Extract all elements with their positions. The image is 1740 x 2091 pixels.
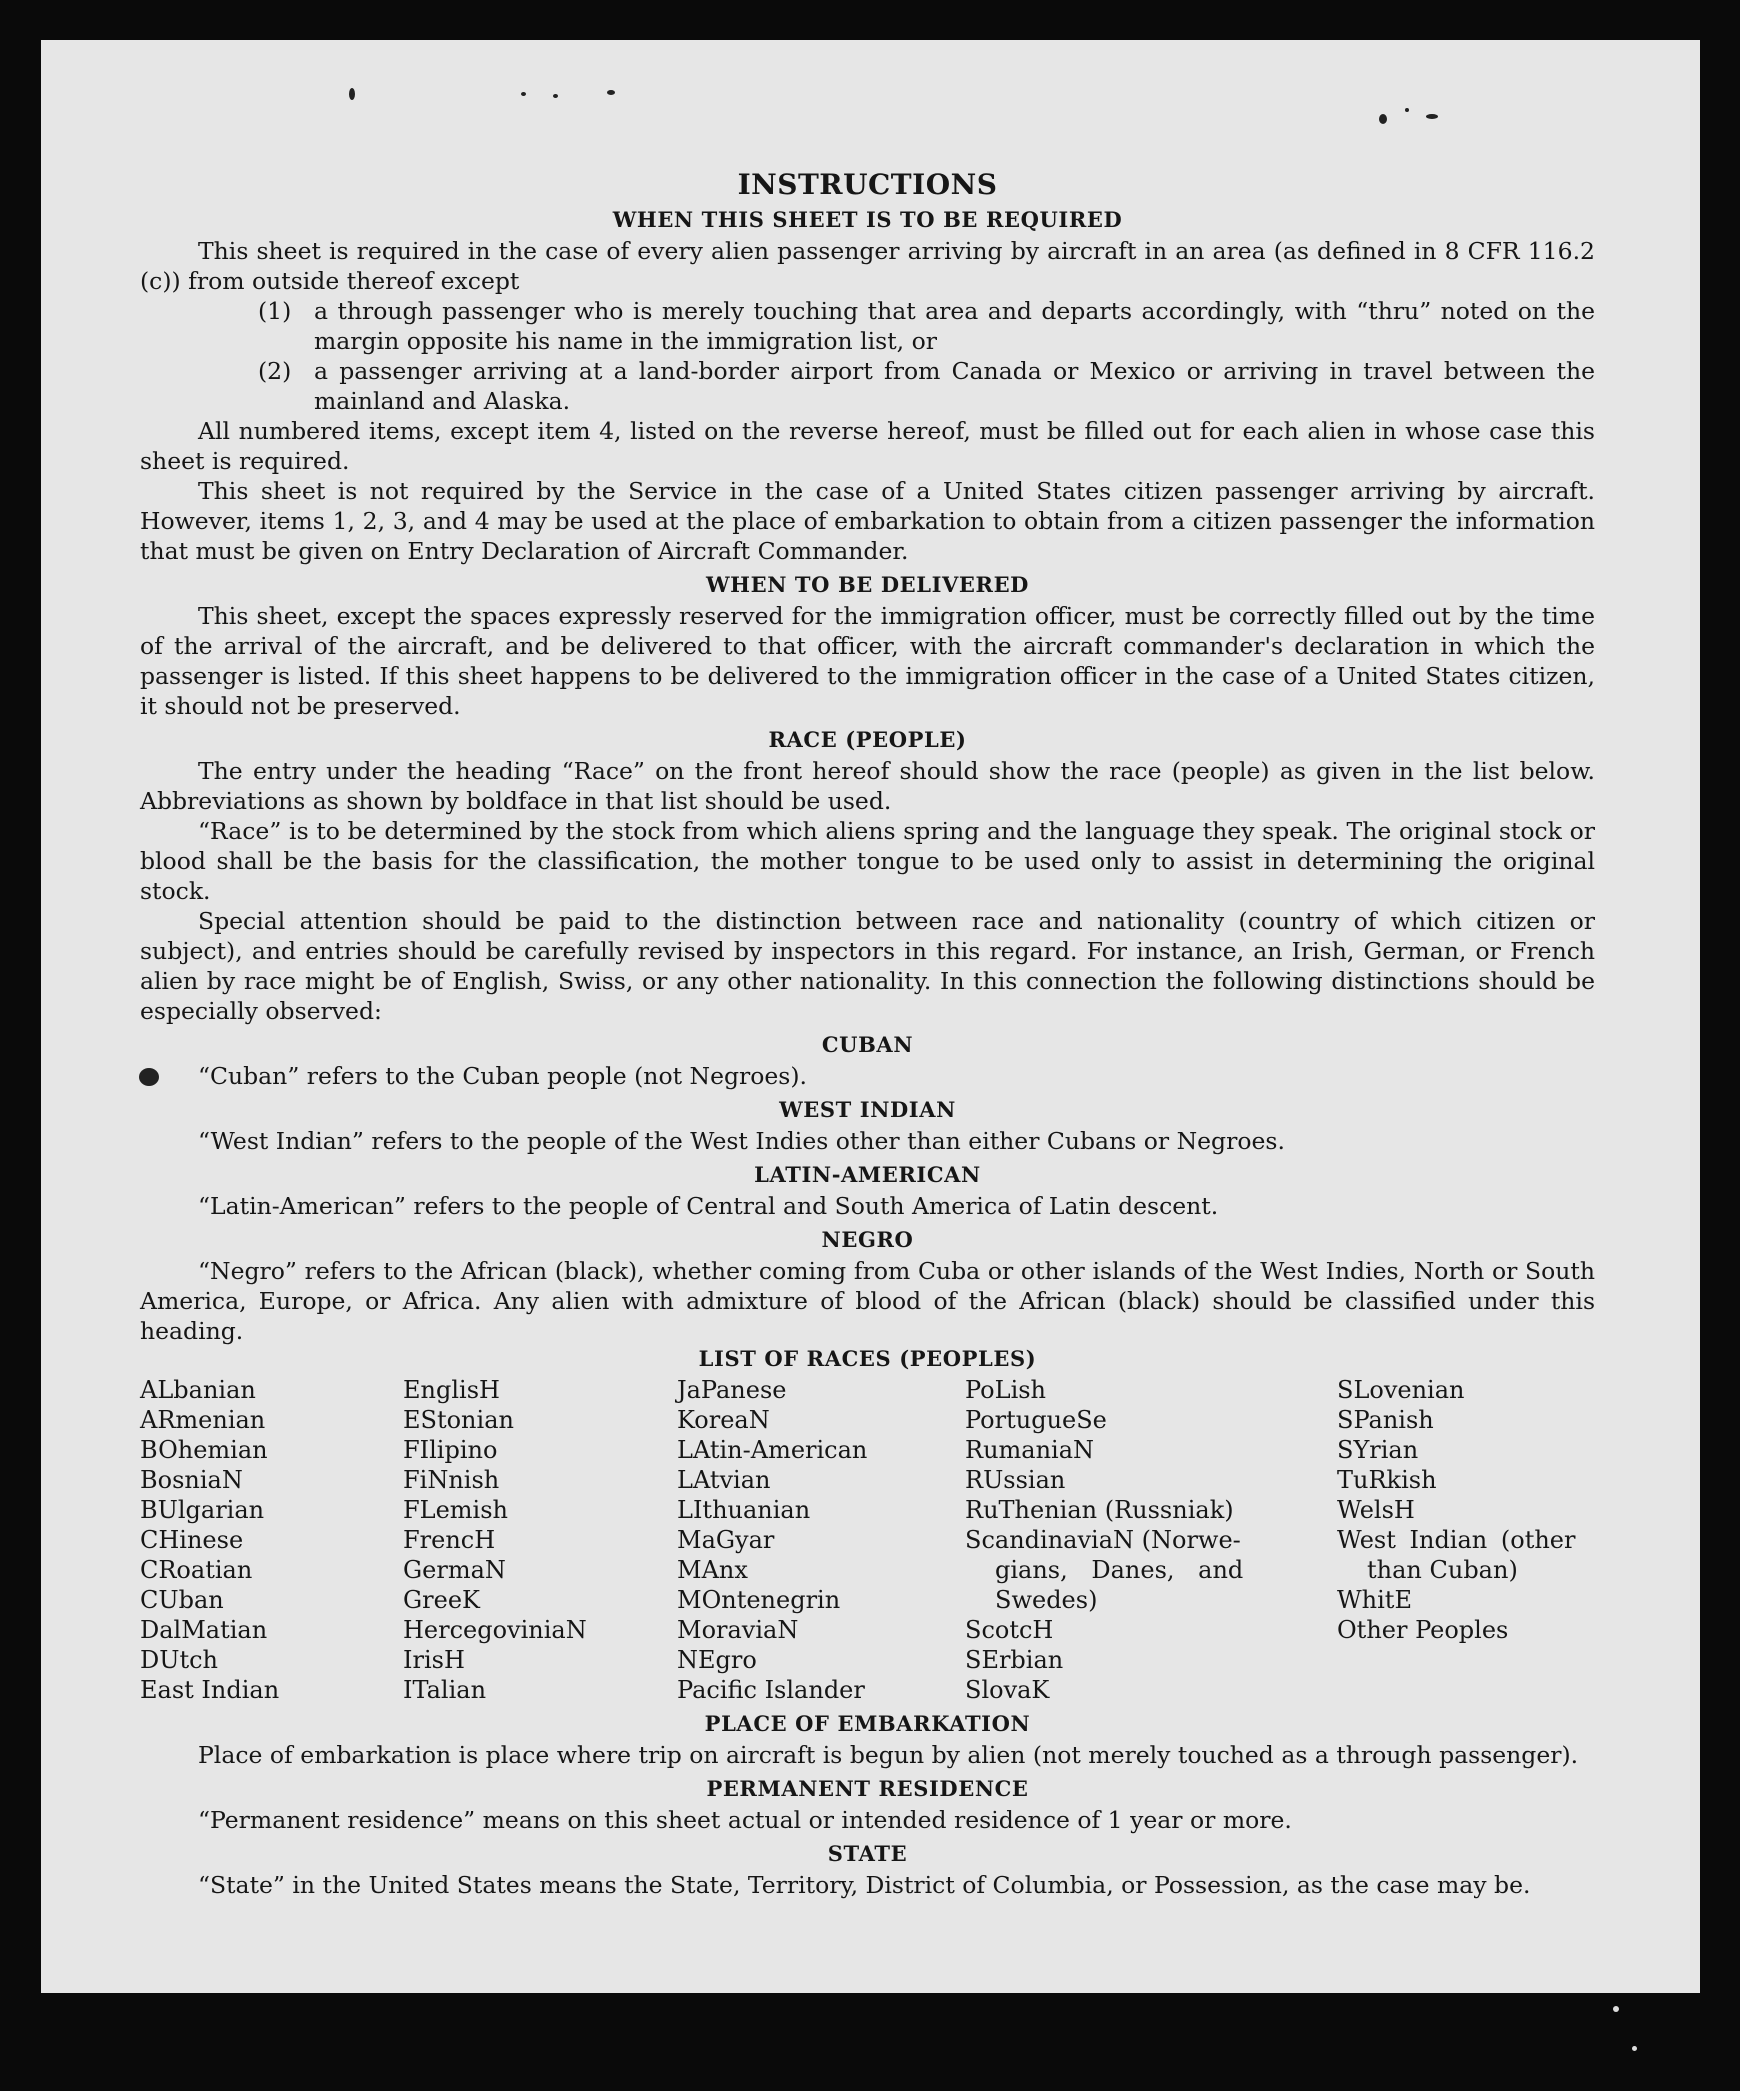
race-entry: MOntenegrin [677, 1586, 841, 1614]
citizen-paragraph: This sheet is not required by the Service in the case of a United States citizen passenger arriving by aircraft. However, items 1, 2, 3, and 4 may be used at the place of embarkation to obtain from a citizen passenger the information that must be given on Entry Declaration of Aircraft Commander. [140, 477, 1595, 565]
delivered-paragraph: This sheet, except the spaces expressly reserved for the immigration officer, must be correctly filled out by the time of the arrival of the aircraft, and be delivered to that officer, with the aircraft commander's declaration in which the passenger is listed. If this sheet happens to be delivered to the immigration officer in the case of a United States citizen, it should not be preserved. [140, 602, 1595, 720]
race-entry: KoreaN [677, 1406, 770, 1434]
race-entry-continuation: Swedes) [995, 1586, 1098, 1614]
west-indian-paragraph: “West Indian” refers to the people of the West Indies other than either Cubans or Negroes. [198, 1127, 1285, 1155]
race-entry: SlovaK [965, 1676, 1050, 1704]
race-entry: PoLish [965, 1376, 1047, 1404]
race-entry: GermaN [403, 1556, 506, 1584]
race-entry: ARmenian [140, 1406, 266, 1434]
race-entry: ScandinaviaN (Norwe- [965, 1526, 1241, 1554]
race-entry: BUlgarian [140, 1496, 265, 1524]
section-heading-latin-american: LATIN-AMERICAN [754, 1162, 981, 1187]
races-column-2 [403, 1375, 677, 1705]
race-entry: SYrian [1337, 1436, 1419, 1464]
state-paragraph: “State” in the United States means the State, Territory, District of Columbia, or Possession, as the case may be. [198, 1871, 1531, 1899]
race-entry-continuation: than Cuban) [1367, 1556, 1518, 1584]
race-entry: FLemish [403, 1496, 508, 1524]
exception-list [258, 296, 1595, 416]
negro-paragraph: “Negro” refers to the African (black), whether coming from Cuba or other islands of the West Indies, North or South America, Europe, or Africa. Any alien with admixture of blood of the African (black) should be classified under this heading. [140, 1257, 1595, 1345]
race-entry: West Indian (other [1337, 1526, 1576, 1554]
race-entry: CHinese [140, 1526, 244, 1554]
race-entry: IrisH [403, 1646, 465, 1674]
section-heading-required: WHEN THIS SHEET IS TO BE REQUIRED [612, 207, 1123, 232]
race-entry: BosniaN [140, 1466, 243, 1494]
race-entry: East Indian [140, 1676, 280, 1704]
race-entry: SErbian [965, 1646, 1064, 1674]
race-entry: FIlipino [403, 1436, 498, 1464]
list-item-text: a through passenger who is merely touching that area and departs accordingly, with “thru” noted on the margin opposite his name in the immigration list, or [314, 297, 1595, 355]
race-entry: RUssian [965, 1466, 1066, 1494]
race-entry: PortugueSe [965, 1406, 1107, 1434]
race-entry: DUtch [140, 1646, 219, 1674]
latin-american-paragraph: “Latin-American” refers to the people of Central and South America of Latin descent. [198, 1192, 1219, 1220]
race-entry: LAtin-American [677, 1436, 868, 1464]
race-entry: WelsH [1337, 1496, 1415, 1524]
race-entry: CRoatian [140, 1556, 253, 1584]
section-heading-west-indian: WEST INDIAN [779, 1097, 956, 1122]
race-entry: ITalian [403, 1676, 487, 1704]
race-entry: FiNnish [403, 1466, 500, 1494]
list-item [258, 296, 1595, 356]
cuban-paragraph: “Cuban” refers to the Cuban people (not Negroes). [198, 1062, 808, 1090]
race-entry: FrencH [403, 1526, 496, 1554]
page-title: INSTRUCTIONS [737, 168, 998, 201]
race-entry: LIthuanian [677, 1496, 811, 1524]
section-heading-negro: NEGRO [821, 1227, 914, 1252]
race-entry: RumaniaN [965, 1436, 1095, 1464]
numbered-items-paragraph: All numbered items, except item 4, listed on the reverse hereof, must be filled out for each alien in whose case this sheet is required. [140, 417, 1595, 475]
section-heading-cuban: CUBAN [821, 1032, 914, 1057]
race-entry: CUban [140, 1586, 224, 1614]
race-entry: GreeK [403, 1586, 480, 1614]
race-entry: JaPanese [677, 1376, 787, 1404]
list-item [258, 356, 1595, 416]
race-paragraph-2: “Race” is to be determined by the stock from which aliens spring and the language they speak. The original stock or blood shall be the basis for the classification, the mother tongue to be used only to assist in determining the original stock. [140, 817, 1595, 905]
race-entry: Pacific Islander [677, 1676, 865, 1704]
race-paragraph-1: The entry under the heading “Race” on the front hereof should show the race (people) as given in the list below. Abbreviations as shown by boldface in that list should be used. [140, 757, 1595, 815]
races-column-5 [1337, 1375, 1594, 1705]
section-heading-embarkation: PLACE OF EMBARKATION [704, 1711, 1031, 1736]
races-column-1 [140, 1375, 403, 1705]
race-entry: TuRkish [1337, 1466, 1437, 1494]
race-entry: MaGyar [677, 1526, 775, 1554]
race-entry: ScotcH [965, 1616, 1054, 1644]
section-heading-race: RACE (PEOPLE) [768, 727, 967, 752]
list-item-text: a passenger arriving at a land-border airport from Canada or Mexico or arriving in travel between the mainland and Alaska. [314, 357, 1595, 415]
section-heading-races-list: LIST OF RACES (PEOPLES) [698, 1346, 1037, 1371]
race-paragraph-3: Special attention should be paid to the distinction between race and nationality (country of which citizen or subject), and entries should be carefully revised by inspectors in this regard. For instance, an Irish, German, or French alien by race might be of English, Swiss, or any other nationality. In this connection the following distinctions should be especially observed: [140, 907, 1595, 1025]
section-heading-residence: PERMANENT RESIDENCE [706, 1776, 1029, 1801]
section-heading-state: STATE [827, 1841, 908, 1866]
race-entry: NEgro [677, 1646, 757, 1674]
races-column-4 [965, 1375, 1337, 1705]
embarkation-paragraph: Place of embarkation is place where trip on aircraft is begun by alien (not merely touched as a through passenger). [198, 1741, 1579, 1769]
race-entry-continuation: gians, Danes, and [995, 1556, 1244, 1584]
races-column-3 [677, 1375, 965, 1705]
required-intro-paragraph: This sheet is required in the case of every alien passenger arriving by aircraft in an area (as defined in 8 CFR 116.2 (c)) from outside thereof except [140, 237, 1595, 295]
race-entry: WhitE [1337, 1586, 1412, 1614]
race-entry: LAtvian [677, 1466, 771, 1494]
race-entry: EStonian [403, 1406, 514, 1434]
race-entry: DalMatian [140, 1616, 268, 1644]
race-entry: EnglisH [403, 1376, 500, 1404]
list-item-number: (2) [258, 357, 292, 385]
race-entry: SPanish [1337, 1406, 1434, 1434]
race-entry: BOhemian [140, 1436, 268, 1464]
race-entry: HercegoviniaN [403, 1616, 587, 1644]
races-table [140, 1375, 1595, 1705]
race-entry: MAnx [677, 1556, 748, 1584]
document-page [41, 40, 1700, 1993]
race-entry: ALbanian [140, 1376, 256, 1404]
race-entry: SLovenian [1337, 1376, 1465, 1404]
residence-paragraph: “Permanent residence” means on this sheet actual or intended residence of 1 year or more. [198, 1806, 1292, 1834]
race-entry: Other Peoples [1337, 1616, 1509, 1644]
list-item-number: (1) [258, 297, 292, 325]
race-entry: MoraviaN [677, 1616, 799, 1644]
race-entry: RuThenian (Russniak) [965, 1496, 1234, 1524]
section-heading-delivered: WHEN TO BE DELIVERED [705, 572, 1029, 597]
